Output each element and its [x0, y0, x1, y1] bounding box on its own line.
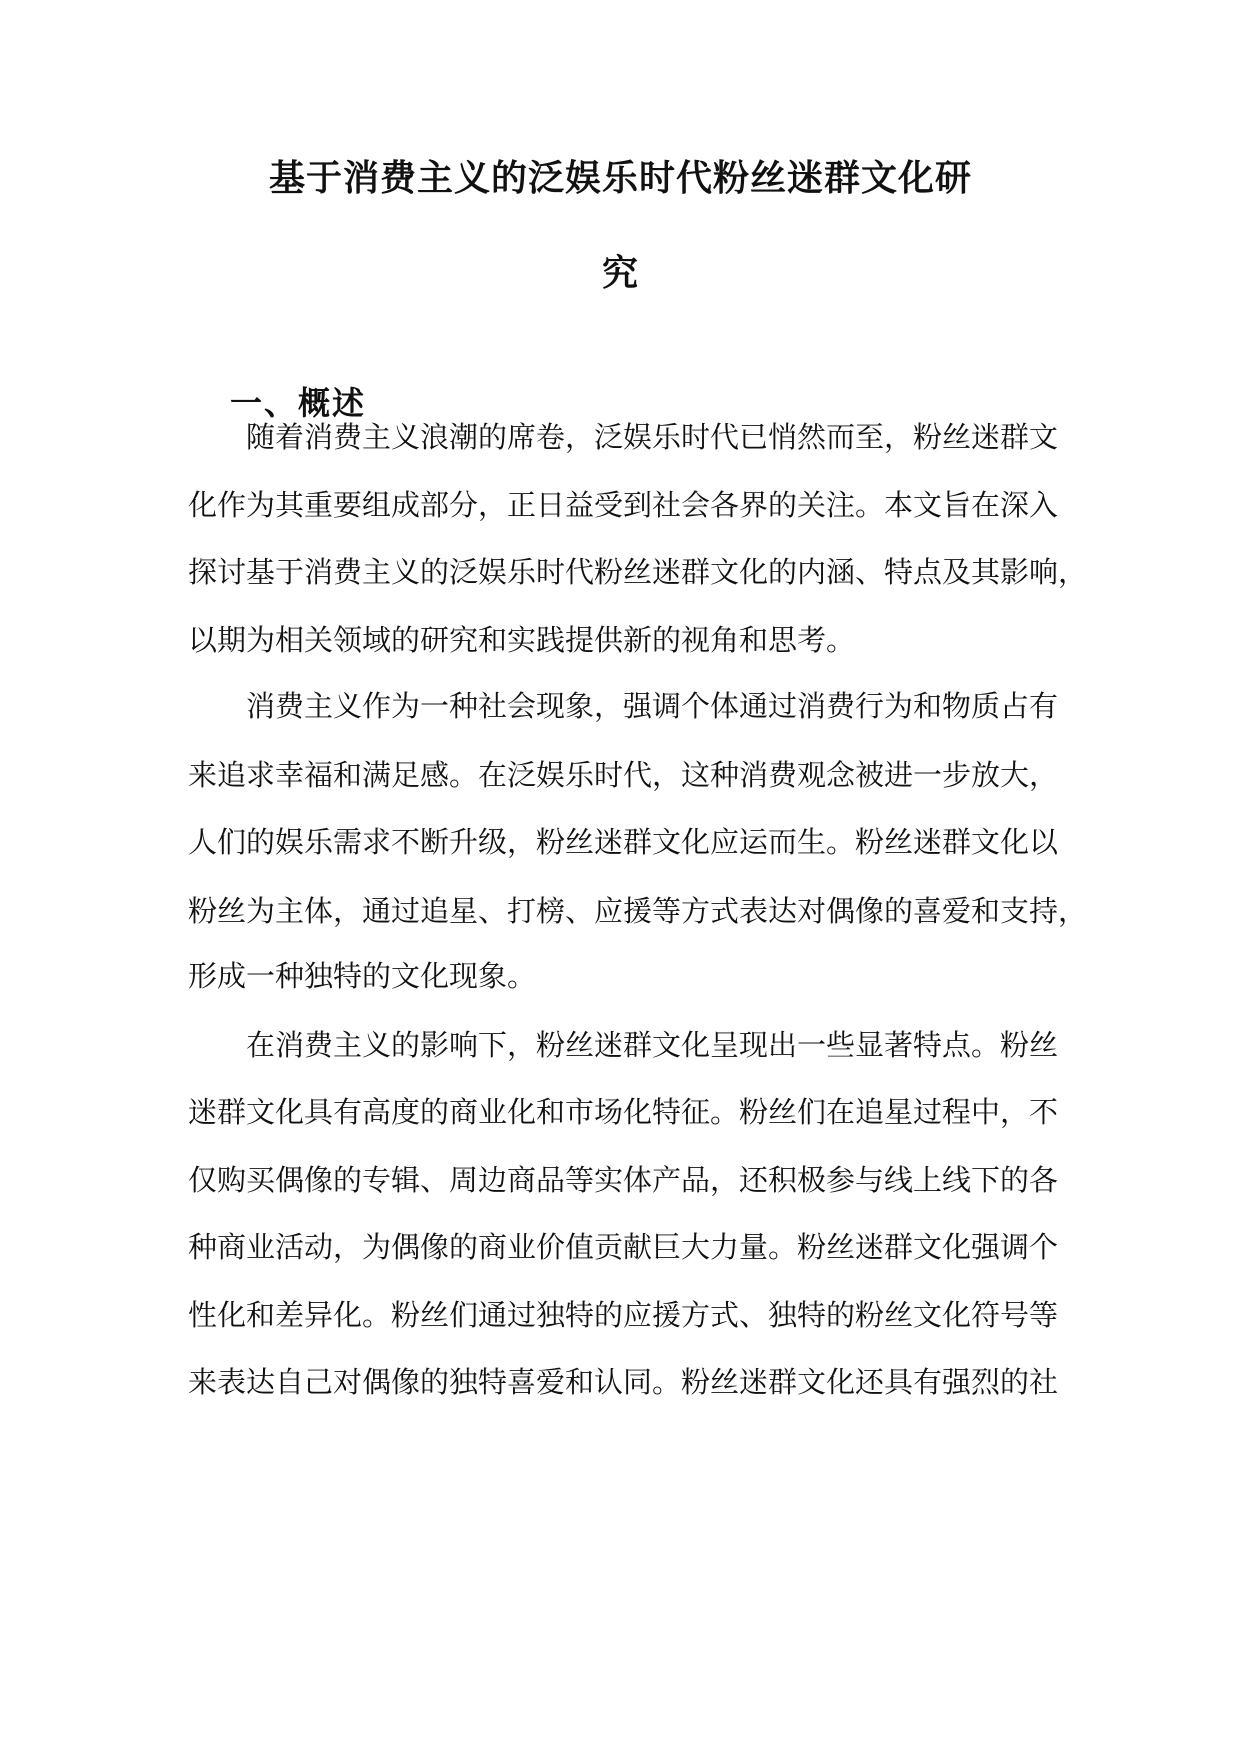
- paragraph-line: 在消费主义的影响下，粉丝迷群文化呈现出一些显著特点。粉丝: [246, 1028, 1059, 1062]
- paragraph-line: 化作为其重要组成部分，正日益受到社会各界的关注。本文旨在深入: [188, 488, 1059, 522]
- paragraph-line: 探讨基于消费主义的泛娱乐时代粉丝迷群文化的内涵、特点及其影响，: [188, 555, 1088, 589]
- paragraph-line: 消费主义作为一种社会现象，强调个体通过消费行为和物质占有: [246, 689, 1059, 723]
- paragraph-line: 种商业活动，为偶像的商业价值贡献巨大力量。粉丝迷群文化强调个: [188, 1230, 1059, 1264]
- section-heading: 一、概述: [230, 384, 367, 422]
- paragraph-line: 来表达自己对偶像的独特喜爱和认同。粉丝迷群文化还具有强烈的社: [188, 1365, 1059, 1399]
- document-title-line-1: 基于消费主义的泛娱乐时代粉丝迷群文化研: [268, 158, 972, 199]
- paragraph-line: 性化和差异化。粉丝们通过独特的应援方式、独特的粉丝文化符号等: [188, 1298, 1059, 1332]
- document-title-line-2: 究: [601, 253, 639, 294]
- paragraph-line: 仅购买偶像的专辑、周边商品等实体产品，还积极参与线上线下的各: [188, 1163, 1059, 1197]
- paragraph-line: 人们的娱乐需求不断升级，粉丝迷群文化应运而生。粉丝迷群文化以: [188, 825, 1059, 859]
- paragraph-line: 以期为相关领域的研究和实践提供新的视角和思考。: [188, 623, 856, 657]
- paragraph-line: 随着消费主义浪潮的席卷，泛娱乐时代已悄然而至，粉丝迷群文: [246, 420, 1059, 454]
- paragraph-line: 形成一种独特的文化现象。: [188, 959, 537, 993]
- paragraph-line: 粉丝为主体，通过追星、打榜、应援等方式表达对偶像的喜爱和支持，: [188, 894, 1088, 928]
- paragraph-line: 迷群文化具有高度的商业化和市场化特征。粉丝们在追星过程中，不: [188, 1095, 1059, 1129]
- paragraph-line: 来追求幸福和满足感。在泛娱乐时代，这种消费观念被进一步放大，: [188, 758, 1059, 792]
